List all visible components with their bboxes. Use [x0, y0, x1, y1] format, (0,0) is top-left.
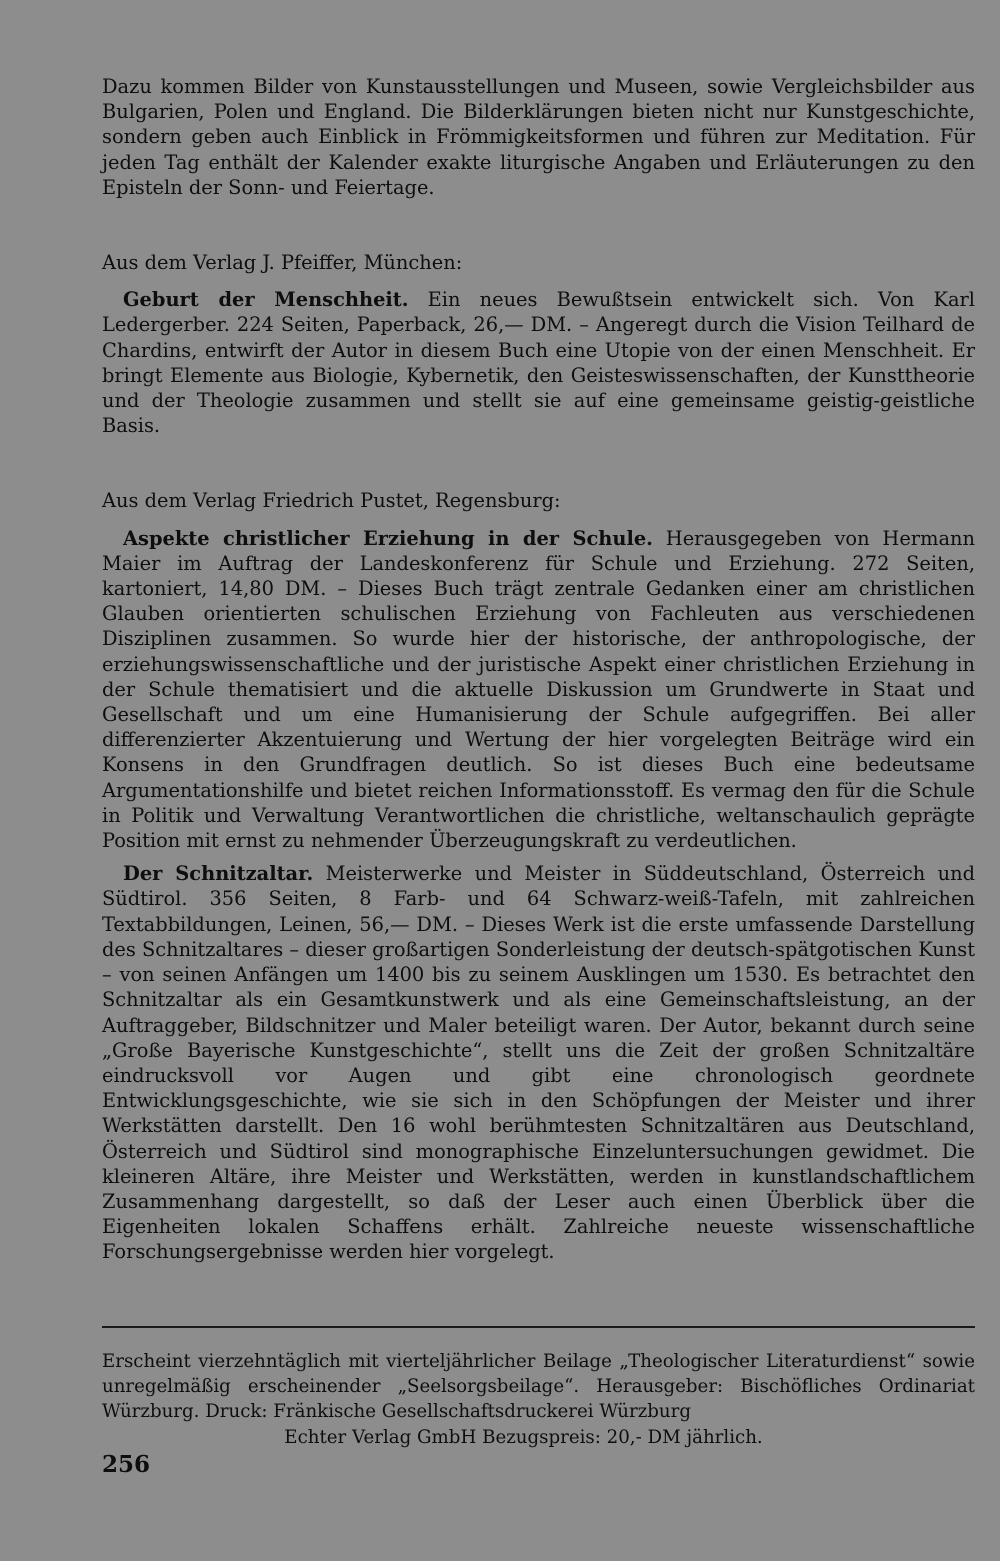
book-entry [102, 861, 975, 1264]
publisher-heading-pfeiffer: Aus dem Verlag J. Pfeiffer, München: [102, 251, 463, 275]
book-entry [102, 287, 975, 438]
book-title: Aspekte christlicher Erziehung in der Schule. [123, 526, 653, 550]
book-description: Meisterwerke und Meister in Süddeutschland, Österreich und Südtirol. 356 Seiten, 8 Farb- und 64 Schwarz-weiß-Tafeln, mit zahlreichen Textabbildungen, Leinen, 56,— DM. – Dieses Werk ist die erste umfassende Darstellung des Schnitzaltares – dieser großartigen Sonderleistung der deutsch-spätgotischen Kunst – von seinen Anfängen um 1400 bis zu seinem Ausklingen um 1530. Es betrachtet den Schnitzaltar als ein Gesamtkunstwerk und als eine Gemeinschaftsleistung, an der Auftraggeber, Bildschnitzer und Maler beteiligt waren. Der Autor, bekannt durch seine „Große Bayerische Kunstgeschichte“, stellt uns die Zeit der großen Schnitzaltäre eindrucksvoll vor Augen und gibt eine chronologisch geordnete Entwicklungsgeschichte, wie sie sich in den Schöpfungen der Meister und ihrer Werkstätten darstellt. Den 16 wohl berühmtesten Schnitzaltären aus Deutschland, Österreich und Südtirol sind monographische Einzeluntersuchungen gewidmet. Die kleineren Altäre, ihre Meister und Werkstätten, werden in kunstlandschaftlichem Zusammenhang dargestellt, so daß der Leser auch einen Überblick über die Eigenheiten lokalen Schaffens erhält. Zahlreiche neueste wissenschaftliche Forschungsergebnisse werden hier vorgelegt. [102, 862, 975, 1264]
imprint-price: Echter Verlag GmbH Bezugspreis: 20,- DM jährlich. [284, 1426, 763, 1448]
intro-paragraph: Dazu kommen Bilder von Kunstausstellungen und Museen, sowie Vergleichsbilder aus Bulgarien, Polen und England. Die Bilderklärungen bieten nicht nur Kunstgeschichte, sondern geben auch Einblick in Frömmigkeitsformen und führen zur Meditation. Für jeden Tag enthält der Kalender exakte liturgische Angaben und Erläuterungen zu den Episteln der Sonn- und Feiertage. [102, 75, 975, 199]
imprint-text: Erscheint vierzehntäglich mit vierteljährlicher Beilage „Theologischer Literaturdienst“ sowie unregelmäßig erscheinender „Seelsorgsbeilage“. Herausgeber: Bischöfliches Ordinariat Würzburg. Druck: Fränkische Gesellschaftsdruckerei Würzburg [102, 1351, 975, 1423]
book-title: Der Schnitzaltar. [123, 862, 314, 886]
book-description: Ein neues Bewußtsein entwickelt sich. Von Karl Ledergerber. 224 Seiten, Paperback, 26,— DM. – Angeregt durch die Vision Teilhard de Chardins, entwirft der Autor in diesem Buch eine Utopie von der einen Menschheit. Er bringt Elemente aus Biologie, Kybernetik, den Geisteswissenschaften, der Kunsttheorie und der Theologie zusammen und stellt sie auf eine gemeinsame geistig-geistliche Basis. [102, 288, 975, 438]
publisher-heading-pustet: Aus dem Verlag Friedrich Pustet, Regensburg: [102, 489, 561, 513]
page-number: 256 [102, 1451, 151, 1478]
book-entry [102, 526, 975, 854]
imprint-footer [102, 1349, 975, 1450]
footer-divider [102, 1326, 975, 1328]
book-title: Geburt der Menschheit. [123, 288, 409, 312]
book-description: Herausgegeben von Hermann Maier im Auftrag der Landeskonferenz für Schule und Erziehung. 272 Seiten, kartoniert, 14,80 DM. – Dieses Buch trägt zentrale Gedanken einer am christlichen Glauben orientierten schulischen Erziehung von Fachleuten aus verschiedenen Disziplinen zusammen. So wurde hier der historische, der anthropologische, der erziehungswissenschaftliche und der juristische Aspekt einer christlichen Erziehung in der Schule thematisiert und die aktuelle Diskussion um Grundwerte in Staat und Gesellschaft und um eine Humanisierung der Schule aufgegriffen. Bei aller differenzierter Akzentuierung und Wertung der hier vorgelegten Beiträge wird ein Konsens in den Grundfragen deutlich. So ist dieses Buch eine bedeutsame Argumentationshilfe und bietet reichen Informationsstoff. Es vermag den für die Schule in Politik und Verwaltung Verantwortlichen die christliche, weltanschaulich geprägte Position mit ernst zu nehmender Überzeugungskraft zu verdeutlichen. [102, 526, 975, 853]
page-content [102, 74, 975, 1265]
